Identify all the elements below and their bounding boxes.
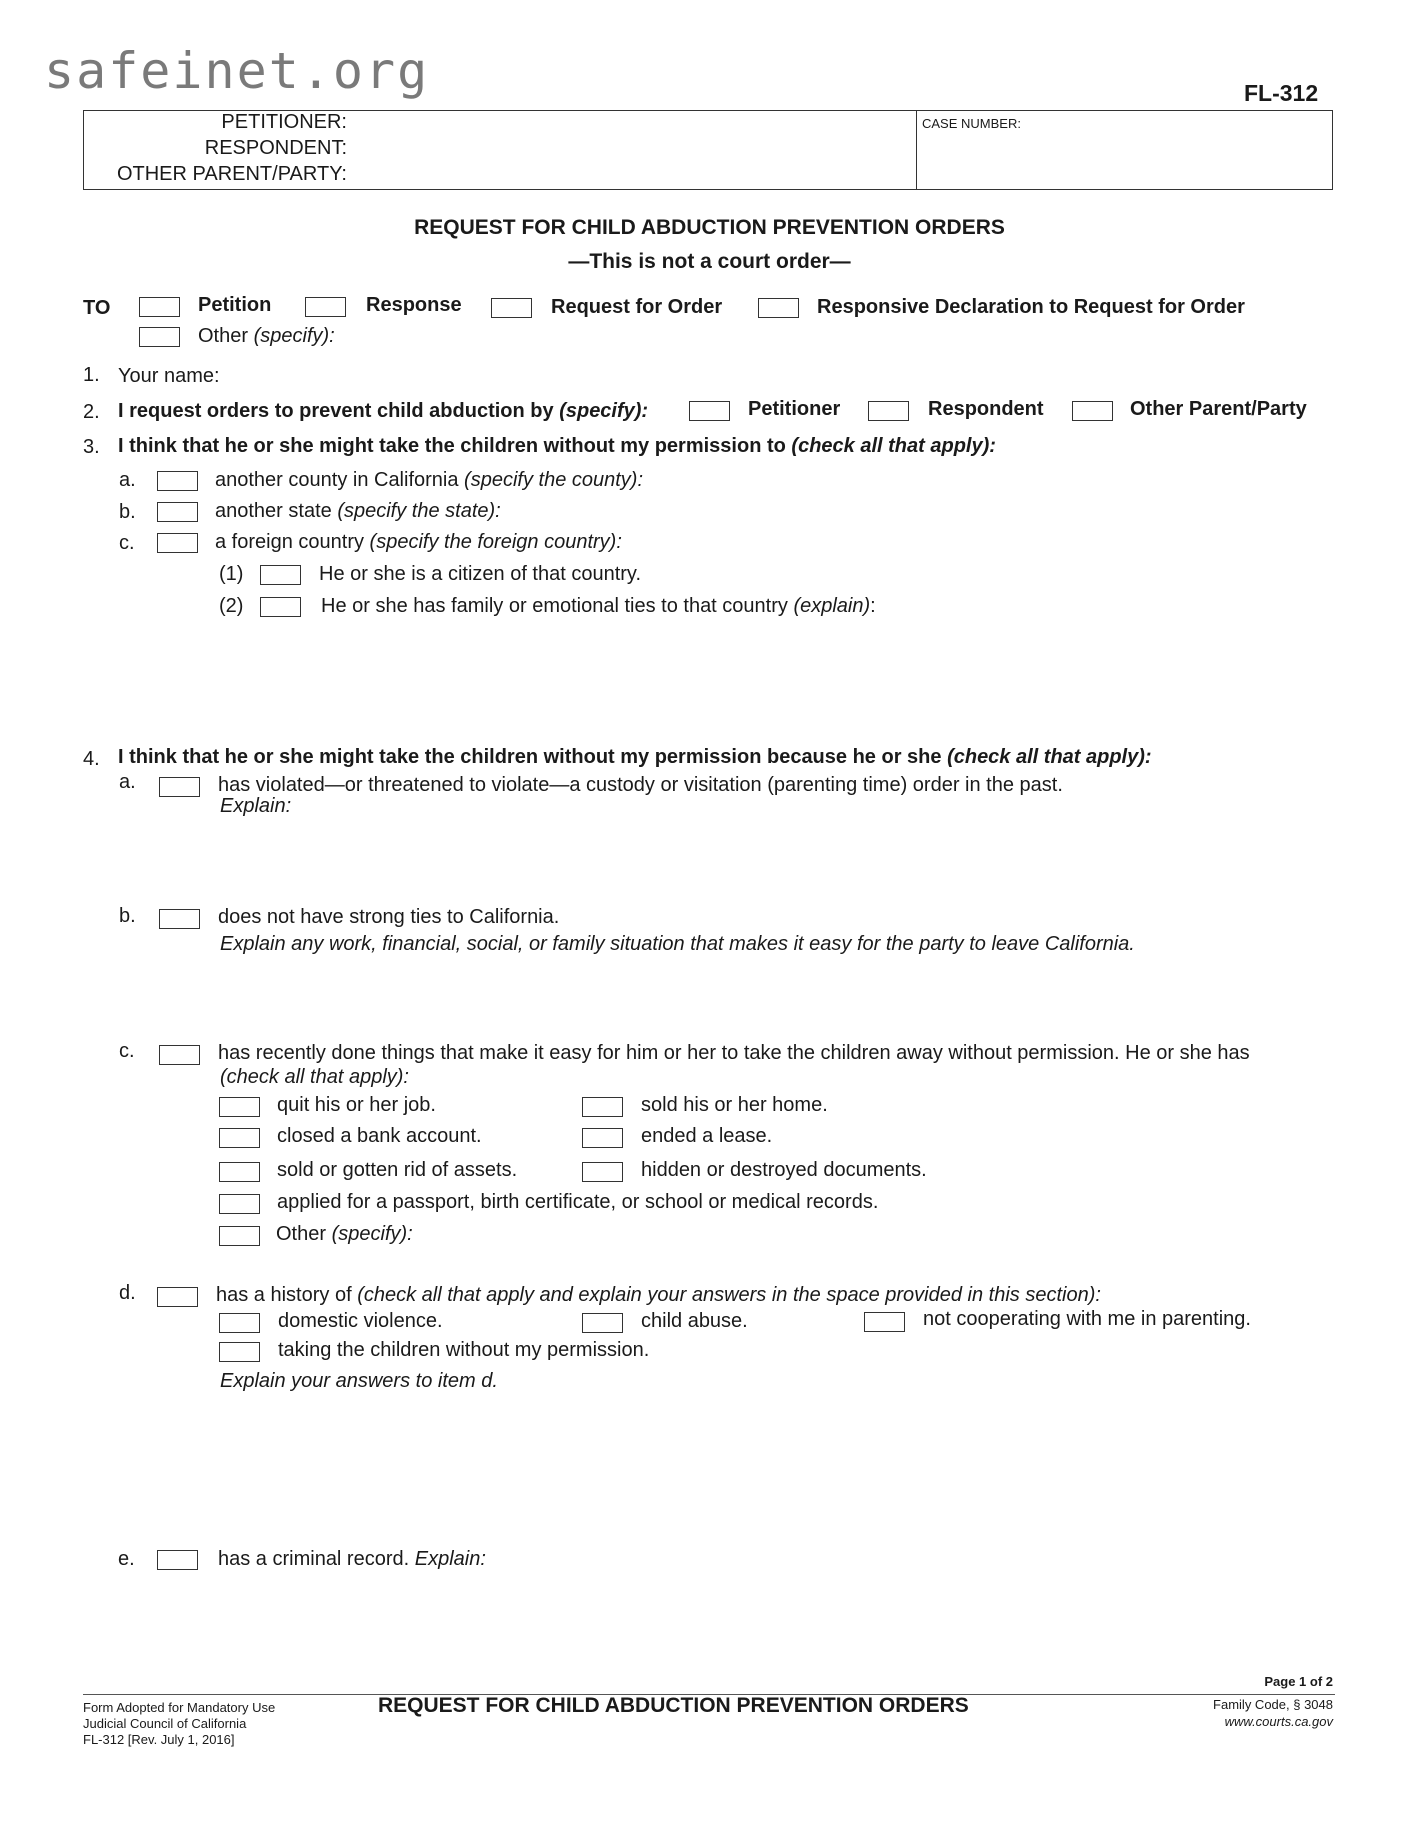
abduction-by-respondent-label: Respondent [928, 398, 1044, 420]
item3-text: I think that he or she might take the children without my permission to (check all that apply): [118, 435, 996, 457]
violated-order-explain-field[interactable] [220, 822, 1320, 902]
form-subtitle: —This is not a court order— [568, 250, 851, 273]
item3c-letter: c. [119, 532, 135, 554]
closed-bank-checkbox[interactable] [219, 1128, 260, 1148]
watermark-logo: safeinet.org [44, 42, 430, 100]
passport-checkbox[interactable] [219, 1194, 260, 1214]
recent-actions-check-all: (check all that apply): [220, 1066, 409, 1088]
domestic-violence-checkbox[interactable] [219, 1313, 260, 1333]
closed-bank-label: closed a bank account. [277, 1125, 482, 1147]
other-parent-label: OTHER PARENT/PARTY: [116, 163, 347, 185]
petitioner-label: PETITIONER: [221, 111, 347, 133]
history-explain-field[interactable] [220, 1398, 1320, 1538]
abduction-by-petitioner-checkbox[interactable] [689, 401, 730, 421]
request-for-order-label: Request for Order [551, 296, 723, 318]
to-other-checkbox[interactable] [139, 327, 180, 347]
your-name-field[interactable] [230, 362, 1330, 388]
sold-home-checkbox[interactable] [582, 1097, 623, 1117]
no-ties-checkbox[interactable] [159, 909, 200, 929]
family-ties-explain-field[interactable] [321, 625, 1321, 725]
recent-other-label: Other (specify): [276, 1223, 413, 1245]
item3c2-number: (2) [219, 595, 244, 617]
form-title: REQUEST FOR CHILD ABDUCTION PREVENTION ORDERS [414, 216, 1005, 239]
sold-assets-label: sold or gotten rid of assets. [277, 1159, 518, 1181]
another-state-checkbox[interactable] [157, 502, 198, 522]
item4c-letter: c. [119, 1040, 135, 1062]
criminal-record-explain-field[interactable] [220, 1578, 1320, 1668]
abduction-by-other-party-label: Other Parent/Party [1130, 398, 1307, 420]
recent-other-checkbox[interactable] [219, 1226, 260, 1246]
quit-job-label: quit his or her job. [277, 1094, 436, 1116]
sold-assets-checkbox[interactable] [219, 1162, 260, 1182]
footer-family-code: Family Code, § 3048 [1213, 1697, 1333, 1712]
petition-checkbox[interactable] [139, 297, 180, 317]
item3a-letter: a. [119, 469, 136, 491]
form-number: FL-312 [1244, 80, 1319, 106]
foreign-country-checkbox[interactable] [157, 533, 198, 553]
responsive-declaration-checkbox[interactable] [758, 298, 799, 318]
family-ties-label: He or she has family or emotional ties to that country (explain): [321, 595, 876, 617]
recent-actions-label: has recently done things that make it easy for him or her to take the children away without permission. He or she has [218, 1042, 1250, 1064]
request-for-order-checkbox[interactable] [491, 298, 532, 318]
foreign-country-label: a foreign country (specify the foreign country): [215, 531, 622, 553]
child-abuse-checkbox[interactable] [582, 1313, 623, 1333]
abduction-by-petitioner-label: Petitioner [748, 398, 841, 420]
another-state-label: another state (specify the state): [215, 500, 501, 522]
violated-order-explain-label: Explain: [220, 795, 292, 817]
violated-order-label: has violated—or threatened to violate—a custody or visitation (parenting time) order in the past. [218, 774, 1063, 796]
item4d-letter: d. [119, 1282, 136, 1304]
history-explain-label: Explain your answers to item d. [220, 1370, 498, 1392]
footer-adopted: Form Adopted for Mandatory Use [83, 1700, 276, 1715]
item3c1-number: (1) [219, 563, 244, 585]
history-checkbox[interactable] [157, 1287, 198, 1307]
ended-lease-label: ended a lease. [641, 1125, 773, 1147]
no-ties-explain-label: Explain any work, financial, social, or family situation that makes it easy for the party to leave California. [220, 933, 1135, 955]
hidden-docs-label: hidden or destroyed documents. [641, 1159, 927, 1181]
history-label: has a history of (check all that apply and explain your answers in the space provided in this section): [216, 1284, 1101, 1306]
footer-website-link[interactable]: www.courts.ca.gov [1224, 1714, 1333, 1729]
item4-number: 4. [83, 748, 100, 770]
taking-children-label: taking the children without my permission. [278, 1339, 650, 1361]
footer-title: REQUEST FOR CHILD ABDUCTION PREVENTION ORDERS [378, 1694, 969, 1717]
item4b-letter: b. [119, 905, 136, 927]
abduction-by-other-party-checkbox[interactable] [1072, 401, 1113, 421]
item1-number: 1. [83, 364, 100, 386]
another-county-checkbox[interactable] [157, 471, 198, 491]
respondent-label: RESPONDENT: [204, 137, 347, 159]
party-names-field[interactable] [350, 112, 910, 186]
response-label: Response [366, 294, 462, 316]
case-number-field[interactable] [920, 134, 1328, 186]
item3-number: 3. [83, 436, 100, 458]
child-abuse-label: child abuse. [641, 1310, 748, 1332]
violated-order-checkbox[interactable] [159, 777, 200, 797]
petition-label: Petition [198, 294, 272, 316]
item4a-letter: a. [119, 771, 136, 793]
your-name-label: Your name: [118, 365, 220, 387]
not-cooperating-label: not cooperating with me in parenting. [923, 1308, 1251, 1330]
citizen-checkbox[interactable] [260, 565, 301, 585]
to-other-label: Other (specify): [198, 325, 335, 347]
page-number: Page 1 of 2 [1264, 1674, 1333, 1689]
domestic-violence-label: domestic violence. [278, 1310, 443, 1332]
item4-text: I think that he or she might take the children without my permission because he or she (check all that apply): [118, 746, 1152, 768]
case-number-label: CASE NUMBER: [922, 116, 1021, 131]
sold-home-label: sold his or her home. [641, 1094, 828, 1116]
not-cooperating-checkbox[interactable] [864, 1312, 905, 1332]
item3b-letter: b. [119, 501, 136, 523]
response-checkbox[interactable] [305, 297, 346, 317]
quit-job-checkbox[interactable] [219, 1097, 260, 1117]
item4e-letter: e. [118, 1548, 135, 1570]
taking-children-checkbox[interactable] [219, 1342, 260, 1362]
recent-actions-checkbox[interactable] [159, 1045, 200, 1065]
criminal-record-label: has a criminal record. Explain: [218, 1548, 486, 1570]
to-label: TO [83, 297, 111, 319]
item2-number: 2. [83, 401, 100, 423]
abduction-by-respondent-checkbox[interactable] [868, 401, 909, 421]
family-ties-checkbox[interactable] [260, 597, 301, 617]
citizen-label: He or she is a citizen of that country. [319, 563, 642, 585]
item2-text: I request orders to prevent child abduction by (specify): [118, 400, 649, 422]
footer-revision: FL-312 [Rev. July 1, 2016] [83, 1732, 235, 1747]
criminal-record-checkbox[interactable] [157, 1550, 198, 1570]
responsive-declaration-label: Responsive Declaration to Request for Order [817, 296, 1245, 318]
passport-label: applied for a passport, birth certificate, or school or medical records. [277, 1191, 879, 1213]
no-ties-explain-field[interactable] [220, 962, 1320, 1036]
caption-divider [916, 110, 917, 190]
ended-lease-checkbox[interactable] [582, 1128, 623, 1148]
hidden-docs-checkbox[interactable] [582, 1162, 623, 1182]
no-ties-label: does not have strong ties to California. [218, 906, 560, 928]
footer-judicial-council: Judicial Council of California [83, 1716, 247, 1731]
another-county-label: another county in California (specify the county): [215, 469, 644, 491]
